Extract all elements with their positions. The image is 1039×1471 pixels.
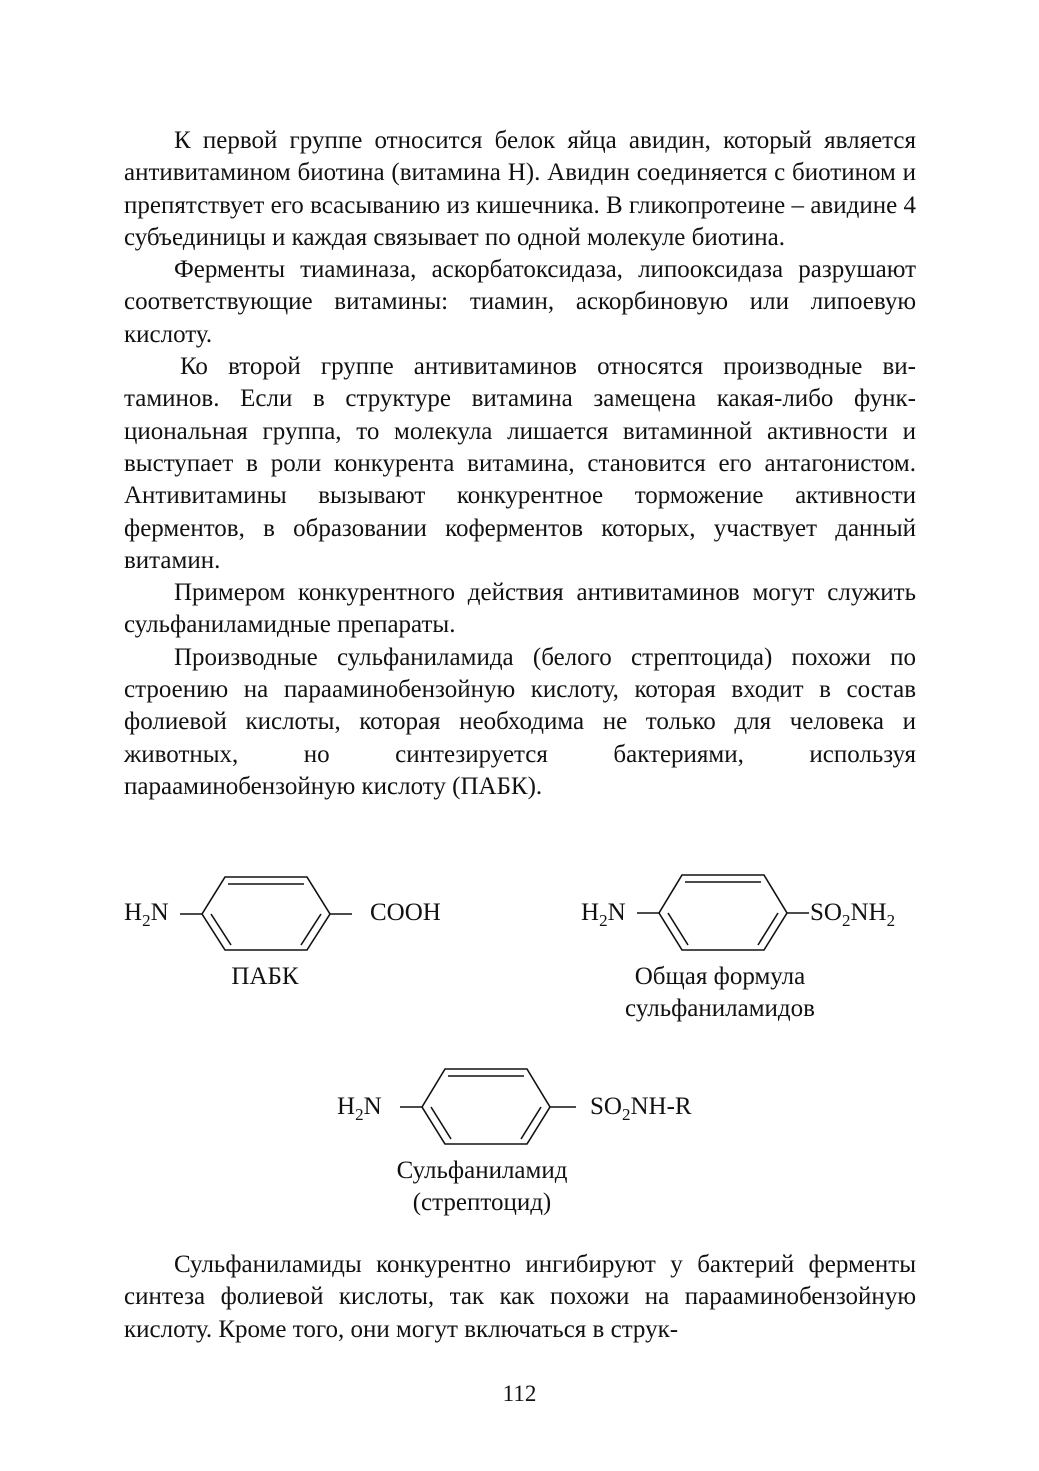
body-text-top	[124, 125, 916, 803]
page-number: 112	[502, 1381, 537, 1406]
chem-n: N	[363, 1093, 382, 1120]
paragraph: Ко второй группе антивитаминов относятся производные витаминов. Если в структуре витамина замещена какая-либо функциональная группа, то молекула лишается витаминной активности и выступает в роли конкурента витамина, становится его антагонистом. Антивитамины вызывают конкурентное торможение активности ферментов, в образовании коферментов которых, участвует данный витамин.	[124, 353, 916, 574]
chem-so: SO	[590, 1093, 622, 1120]
formula-caption: ПАБК	[231, 963, 299, 990]
chem-subscript: 2	[886, 911, 896, 930]
benzene-ring	[180, 875, 360, 953]
amino-group-label	[337, 1092, 382, 1124]
caption-line: Общая формула	[634, 963, 806, 990]
paragraph: Производные сульфаниламида (белого стрептоцида) похожи по строению на парааминобензойную кислоту, которая входит в состав фолиевой кислоты, которая необходима не только для человека и животных, но синтезируется бактериями, используя парааминобензойную кислоту (ПАБК).	[124, 643, 916, 800]
sulfonamide-group-label	[590, 1092, 692, 1124]
chem-h: H	[337, 1093, 356, 1120]
chem-subscript: 2	[355, 1105, 364, 1124]
chem-nh-r: NH-R	[630, 1093, 692, 1120]
amino-group-label	[581, 898, 626, 930]
chem-nh: NH	[850, 899, 887, 926]
formula-caption	[590, 961, 850, 1025]
chem-n: N	[150, 899, 169, 926]
benzene-ring	[400, 1067, 580, 1147]
body-text-bottom	[124, 1249, 916, 1346]
paragraph: Сульфаниламиды конкурентно ингибируют у бактерий ферменты синтеза фолиевой кислоты, так как похожи на парааминобензойную кислоту. Кроме того, они могут включаться в струк-	[124, 1251, 916, 1343]
benzene-ring	[637, 873, 813, 953]
chem-so: SO	[810, 899, 842, 926]
chem-h: H	[124, 899, 143, 926]
paragraph: Примером конкурентного действия антивитаминов могут служить сульфаниламидные препараты.	[124, 579, 916, 639]
chem-n: N	[607, 899, 626, 926]
carboxyl-group-label: COOH	[370, 899, 441, 926]
formula-caption	[370, 1155, 594, 1219]
chem-subscript: 2	[599, 911, 608, 930]
caption-line: сульфаниламидов	[625, 995, 815, 1022]
chem-h: H	[581, 899, 600, 926]
amino-group-label	[124, 898, 169, 930]
paragraph: Ферменты тиаминаза, аскорбатоксидаза, липооксидаза разрушают соответствующие витамины: тиамин, аскорбиновую или липоевую кислоту.	[124, 256, 916, 348]
caption-line: Сульфаниламид	[396, 1157, 568, 1184]
sulfonamide-group-label	[810, 898, 895, 930]
chem-subscript: 2	[621, 1105, 631, 1124]
chem-subscript: 2	[841, 911, 851, 930]
paragraph: К первой группе относится белок яйца авидин, который является антивитамином биотина (витамина Н). Авидин соединяется с биотином и препятствует его всасыванию из кишечника. В гликопротеине – авидине 4 субъединицы и каждая связывает по одной молекуле биотина.	[124, 127, 916, 251]
caption-line: (стрептоцид)	[412, 1189, 552, 1216]
chem-subscript: 2	[142, 911, 151, 930]
